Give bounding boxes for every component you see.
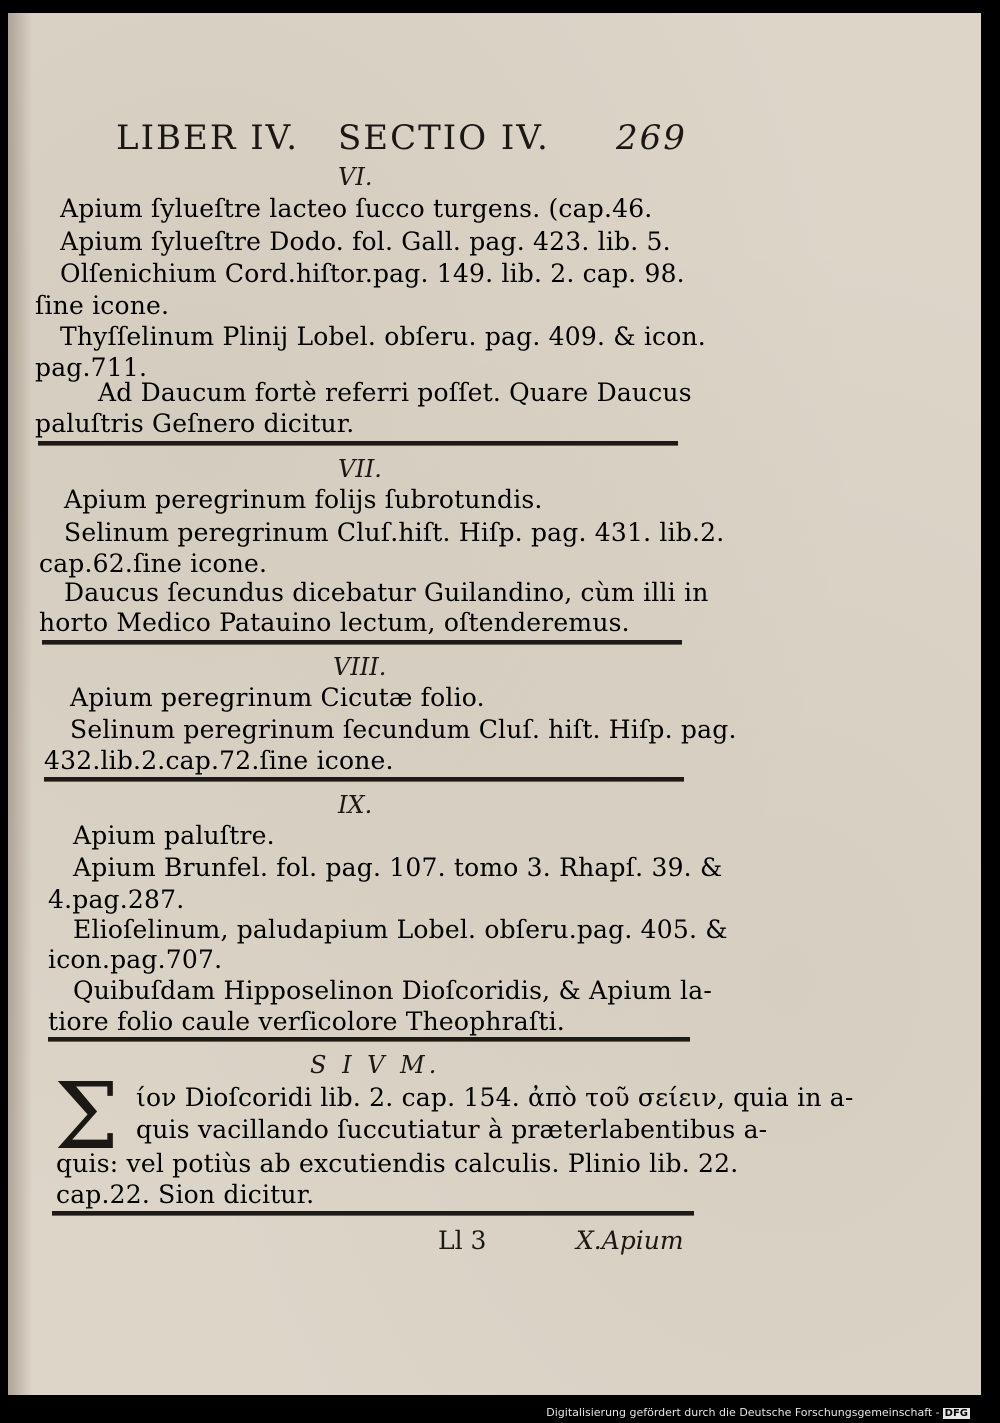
section-divider bbox=[52, 1211, 694, 1216]
text-line: horto Medico Patauino lectum, oſtenderemus. bbox=[39, 608, 630, 637]
text-line: cap.22. Sion dicitur. bbox=[56, 1180, 315, 1209]
running-head-liber: LIBER IV. bbox=[116, 118, 300, 158]
credit-text: Digitalisierung gefördert durch die Deutsche Forschungsgemeinschaft - bbox=[546, 1406, 940, 1419]
text-line: quis vacillando ſuccutiatur à præterlabentibus a- bbox=[136, 1115, 768, 1144]
book-page bbox=[8, 13, 981, 1395]
text-line: 4.pag.287. bbox=[48, 885, 185, 914]
text-line: Olſenichium Cord.hiſtor.pag. 149. lib. 2. cap. 98. bbox=[60, 259, 685, 288]
page-gutter-shadow bbox=[8, 13, 32, 1395]
text-line: Apium peregrinum folijs ſubrotundis. bbox=[64, 485, 543, 514]
text-line: Apium ſylueſtre lacteo ſucco turgens. (cap.46. bbox=[60, 194, 653, 223]
section-numeral-vii: VII. bbox=[338, 455, 382, 483]
text-line: quis: vel potiùs ab excutiendis calculis. Plinio lib. 22. bbox=[56, 1149, 739, 1178]
text-line: pag.711. bbox=[35, 353, 148, 382]
section-heading-sium: S I V M. bbox=[310, 1051, 441, 1079]
text-line: Apium peregrinum Cicutæ folio. bbox=[70, 683, 485, 712]
text-line: Apium Brunfel. fol. pag. 107. tomo 3. Rhapſ. 39. & bbox=[73, 853, 723, 882]
section-divider bbox=[48, 1037, 690, 1042]
signature-mark: Ll 3 bbox=[438, 1226, 487, 1255]
text-line: Selinum peregrinum Cluſ.hiſt. Hiſp. pag. 431. lib.2. bbox=[64, 518, 725, 547]
text-line: Selinum peregrinum ſecundum Cluſ. hiſt. Hiſp. pag. bbox=[70, 715, 737, 744]
text-line: icon.pag.707. bbox=[48, 945, 223, 974]
section-divider bbox=[42, 640, 682, 645]
catchword: X.Apium bbox=[576, 1226, 684, 1255]
section-numeral-vi: VI. bbox=[338, 163, 373, 191]
section-numeral-ix: IX. bbox=[338, 791, 373, 819]
text-line: ίον Dioſcoridi lib. 2. cap. 154. ἀπὸ τοῦ σείειν, quia in a- bbox=[136, 1083, 854, 1112]
text-line: cap.62.ſine icone. bbox=[39, 549, 268, 578]
text-line: Apium paluſtre. bbox=[73, 821, 275, 850]
running-head-sectio: SECTIO IV. bbox=[338, 118, 550, 158]
text-line: Quibuſdam Hipposelinon Dioſcoridis, & Apium la- bbox=[73, 976, 713, 1005]
section-numeral-viii: VIII. bbox=[333, 653, 387, 681]
section-divider bbox=[44, 777, 684, 782]
text-line: Apium ſylueſtre Dodo. fol. Gall. pag. 423. lib. 5. bbox=[60, 227, 671, 256]
text-line: tiore folio caule verſicolore Theophraſti. bbox=[48, 1007, 565, 1036]
page-number: 269 bbox=[616, 118, 687, 158]
text-line: Ad Daucum fortè referri poſſet. Quare Daucus bbox=[98, 378, 692, 407]
section-divider bbox=[38, 441, 678, 446]
dfg-logo: DFG bbox=[944, 1408, 968, 1419]
drop-cap-sigma: Σ bbox=[54, 1063, 120, 1170]
text-line: paluſtris Geſnero dicitur. bbox=[35, 409, 355, 438]
text-line: ſine icone. bbox=[35, 291, 170, 320]
digitization-credit bbox=[546, 1406, 970, 1419]
text-line: Elioſelinum, paludapium Lobel. obſeru.pag. 405. & bbox=[73, 915, 728, 944]
text-line: 432.lib.2.cap.72.ſine icone. bbox=[44, 746, 394, 775]
text-line: Thyſſelinum Plinij Lobel. obſeru. pag. 409. & icon. bbox=[60, 322, 706, 351]
text-line: Daucus ſecundus dicebatur Guilandino, cùm illi in bbox=[64, 578, 709, 607]
